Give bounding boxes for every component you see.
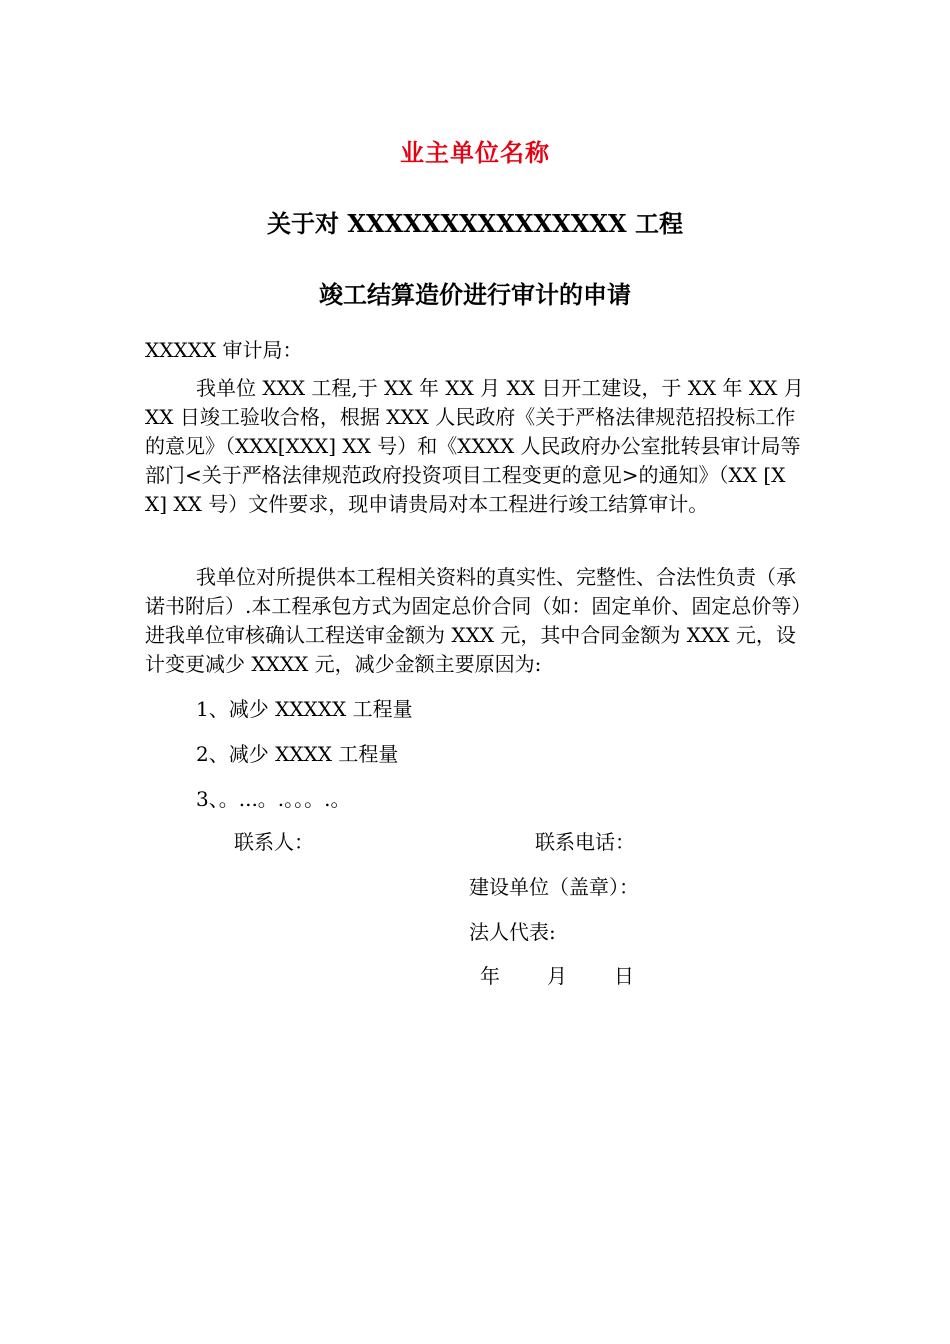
list-item: 3、。...。.。。。.。: [196, 787, 351, 811]
legal-representative-label: 法人代表:: [469, 920, 556, 944]
date-row: [480, 960, 634, 989]
title-line-1: 关于对 XXXXXXXXXXXXXXX 工程: [266, 209, 684, 238]
contact-phone-label: 联系电话：: [535, 830, 635, 854]
salutation: XXXXX 审计局：: [145, 338, 303, 362]
date-year: 年: [480, 964, 500, 988]
list-item: 1、减少 XXXXX 工程量: [196, 697, 413, 721]
builder-seal-label: 建设单位（盖章）：: [469, 875, 639, 899]
date-month: 月: [547, 964, 567, 988]
list-item: 2、减少 XXXX 工程量: [196, 742, 399, 766]
contact-person-label: 联系人：: [234, 830, 314, 854]
body-paragraph-2: 我单位对所提供本工程相关资料的真实性、完整性、合法性负责（承诺书附后）.本工程承包方式为固定总价合同（如：固定单价、固定总价等）进我单位审核确认工程送审金额为 XXX 元，其中合同金额为 XXX 元，设计变更减少 XXXX 元，减少金额主要原因为:: [145, 565, 802, 676]
org-name-heading: 业主单位名称: [400, 138, 550, 167]
date-day: 日: [614, 964, 634, 988]
body-paragraph-1: 我单位 XXX 工程,于 XX 年 XX 月 XX 日开工建设，于 XX 年 XX 月 XX 日竣工验收合格，根据 XXX 人民政府《关于严格法律规范招投标工作的意见》（XXX[XXX] XX 号）和《XXXX 人民政府办公室批转县审计局等部门<关于严格法律规范政府投资项目工程变更的意见>的通知》（XX [XX] XX 号）文件要求，现申请贵局对本工程进行竣工结算审计。: [145, 376, 804, 516]
title-line-2: 竣工结算造价进行审计的申请: [319, 280, 631, 309]
